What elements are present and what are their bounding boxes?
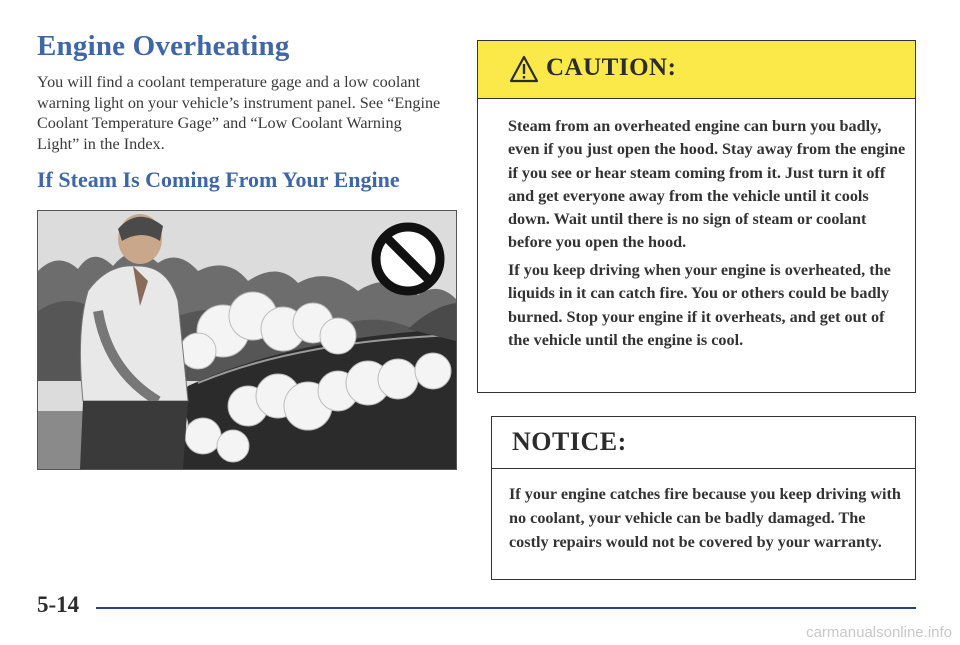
intro-paragraph: You will find a coolant temperature gage and a low coolant warning light on your vehicle’s instrument panel. See “Engine Coolant Temperature Gage” and “Low Coolant Warning Light” in the Index. [37, 73, 441, 153]
no-symbol-icon [376, 227, 440, 291]
page-number: 5-14 [37, 592, 80, 617]
steam-engine-illustration [37, 210, 457, 470]
notice-body: If your engine catches fire because you keep driving with no coolant, your vehicle can be badly damaged. The costly repairs would not be covered by your warranty. [509, 485, 901, 551]
notice-box [491, 416, 916, 580]
notice-title: NOTICE: [512, 427, 627, 456]
caution-body [508, 115, 906, 353]
section-subheading: If Steam Is Coming From Your Engine [37, 167, 400, 192]
caution-box [477, 40, 916, 393]
footer-rule [96, 607, 916, 609]
warning-triangle-icon [509, 55, 539, 88]
page-heading: Engine Overheating [37, 30, 290, 62]
watermark: carmanualsonline.info [806, 624, 952, 641]
caution-paragraph-1: Steam from an overheated engine can burn you badly, even if you just open the hood. Stay away from the engine if you see or hear steam coming from it. Just turn it off and get everyone away from the vehicle until it cools down. Wait until there is no sign of steam or coolant before you open the hood. [508, 117, 906, 252]
caution-paragraph-2: If you keep driving when your engine is overheated, the liquids in it can catch fire. You or others could be badly burned. Stop your engine if it overheats, and get out of the vehicle until the engine is cool. [508, 260, 891, 350]
notice-header [492, 417, 915, 469]
caution-header [478, 41, 915, 99]
caution-title: CAUTION: [546, 54, 677, 81]
